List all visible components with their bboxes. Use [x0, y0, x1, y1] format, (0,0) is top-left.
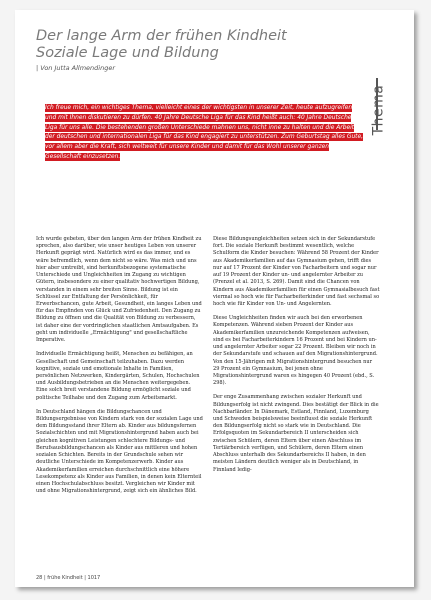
- lead-paragraph: [45, 104, 363, 163]
- article-author: | Von Jutta Allmendinger: [36, 64, 116, 72]
- lead-paragraph-text: Ich freue mich, ein wichtiges Thema, vielleicht eines der wichtigsten in unserer Zeit, heute aufzugreifen und mit Ihnen diskutieren zu dürfen. 40 Jahre Deutsche Liga für das Kind heißt auch: 40 Jahre Deutsche Liga für uns alle. Die bestehenden großen Unterschiede mahnen uns, nicht inne zu halten und die Arbeit der deutschen und internationalen Liga für das Kind engagiert zu unterstützen. Zum Geburtstag alles Gute, vor allem aber die Kraft, sich weltweit für unsere Kinder und damit für das Wohl unserer ganzen Gesellschaft einzusetzen.: [45, 105, 363, 160]
- body-paragraph: Der enge Zusammenhang zwischen sozialer Herkunft und Bildungserfolg ist nicht zwingend. Dies bestätigt der Blick in die Nachbarländer. In Dänemark, Estland, Finnland, Luxemburg und Schweden beispielsweise beeinflusst die soziale Herkunft den Bildungserfolg nicht so stark wie in Deutschland. Die Erfolgsquoten im Sekundarbereich II unterscheiden sich zwischen Schülern, deren Eltern über einen Abschluss im Tertiärbereich verfügen, und Schülern, deren Eltern einen Abschluss unterhalb des Sekundarbereichs II haben, in den meisten Ländern deutlich weniger als in Deutschland, in Finnland ledig-: [213, 394, 379, 473]
- body-column-left: [36, 236, 203, 502]
- article-title: [36, 28, 356, 62]
- page-footer: 28 | frühe Kindheit | 1017: [36, 575, 101, 581]
- body-paragraph: Individuelle Ermächtigung heißt, Menschen zu befähigen, an Gesellschaft und Gemeinschaft teilzuhaben. Dazu werden kognitive, soziale und emotionale Inhalte in Familien, persönlichen Netzwerken, Kindergärten, Schulen, Hochschulen und Ausbildungsbetrieben an die Menschen weitergegeben. Eine solch breit verstandene Bildung ermöglicht soziale und politische Teilhabe und den Zugang zum Arbeitsmarkt.: [36, 351, 200, 401]
- body-paragraph: Ich wurde gebeten, über den langen Arm der frühen Kindheit zu sprechen, also darüber, wie unser heutiges Leben von unserer Herkunft geprägt wird. Natürlich wird es das immer, und es wäre befremdlich, wenn dem nicht so wäre. Was mich und uns hier aber umtreibt, sind herkunftsbezogene systematische Unterschiede und Ungleichheiten im Zugang zu wichtigen Gütern, insbesondere zu einer qualitativ hochwertigen Bildung, verstanden in einem sehr breiten Sinne. Bildung ist ein Schlüssel zur Entfaltung der Persönlichkeit, für Erwerbschancen, gute Arbeit, Gesundheit, ein langes Leben und für das Empfinden von Glück und Zufriedenheit. Den Zugang zu Bildung zu öffnen und die Qualität von Bildung zu verbessern, ist daher eine der vordringlichen staatlichen Amtsaufgaben. Es geht um individuelle „Ermächtigung" und gesellschaftliche Imperative.: [36, 236, 202, 344]
- section-label-text: Thema: [370, 84, 387, 136]
- body-column-right: [213, 236, 380, 481]
- body-paragraph: In Deutschland hängen die Bildungschancen und Bildungsergebnisse von Kindern stark von der sozialen Lage und dem Bildungsstand ihrer Eltern ab. Kinder aus bildungsfernen Sozialschichten und mit Migrationshintergrund haben auch bei gleichen kognitiven Leistungen schlechtere Bildungs- und Berufsausbildungschancen als Kinder aus mittleren und hohen sozialen Schichten. Bereits in der Grundschule sehen wir deutliche Unterschiede im Kompetenzerwerb. Kinder aus Akademikerfamilien erreichen durchschnittlich eine höhere Lesekompetenz als Kinder aus Familien, in denen kein Elternteil einen Hochschulabschluss besitzt. Vergleichen wir Kinder mit und ohne Migrationshintergrund, zeigt sich ein ähnliches Bild.: [36, 408, 203, 495]
- document-page: [15, 10, 414, 587]
- article-title-line-2: Soziale Lage und Bildung: [36, 45, 219, 61]
- section-label: [363, 80, 393, 140]
- body-paragraph: Diese Ungleichheiten finden wir auch bei den erworbenen Kompetenzen. Während sieben Prozent der Kinder aus Akademikerfamilien unzureichende Kompetenzen aufweisen, sind es bei Facharbeiterkindern 16 Prozent und bei Kindern un- und angelernter Arbeiter sogar 22 Prozent. Bleiben wir noch in der Sekundarstufe und schauen auf den Migrationshintergrund. Von den 15-Jährigen mit Migrationshintergrund besuchen nur 29 Prozent ein Gymnasium, bei jenen ohne Migrationshintergrund waren es hingegen 40 Prozent (ebd., S. 298).: [213, 315, 378, 387]
- body-paragraph: Diese Bildungsungleichheiten setzen sich in der Sekundarstufe fort. Die soziale Herkunft bestimmt wesentlich, welche Schulform die Kinder besuchen: Während 58 Prozent der Kinder aus Akademikerfamilien auf das Gymnasium gehen, trifft dies nur auf 17 Prozent der Kinder von Facharbeitern und sogar nur auf 19 Prozent der Kinder un- und angelernter Arbeiter zu (Prenzel et al. 2013, S. 269). Damit sind die Chancen von Kindern aus Akademikerfamilien für einen Gymnasialbesuch fast viermal so hoch wie für Facharbeiterkinder und fast sechsmal so hoch wie für Kinder von Un- und Angelernten.: [213, 236, 380, 307]
- article-title-line-1: Der lange Arm der frühen Kindheit: [36, 28, 287, 44]
